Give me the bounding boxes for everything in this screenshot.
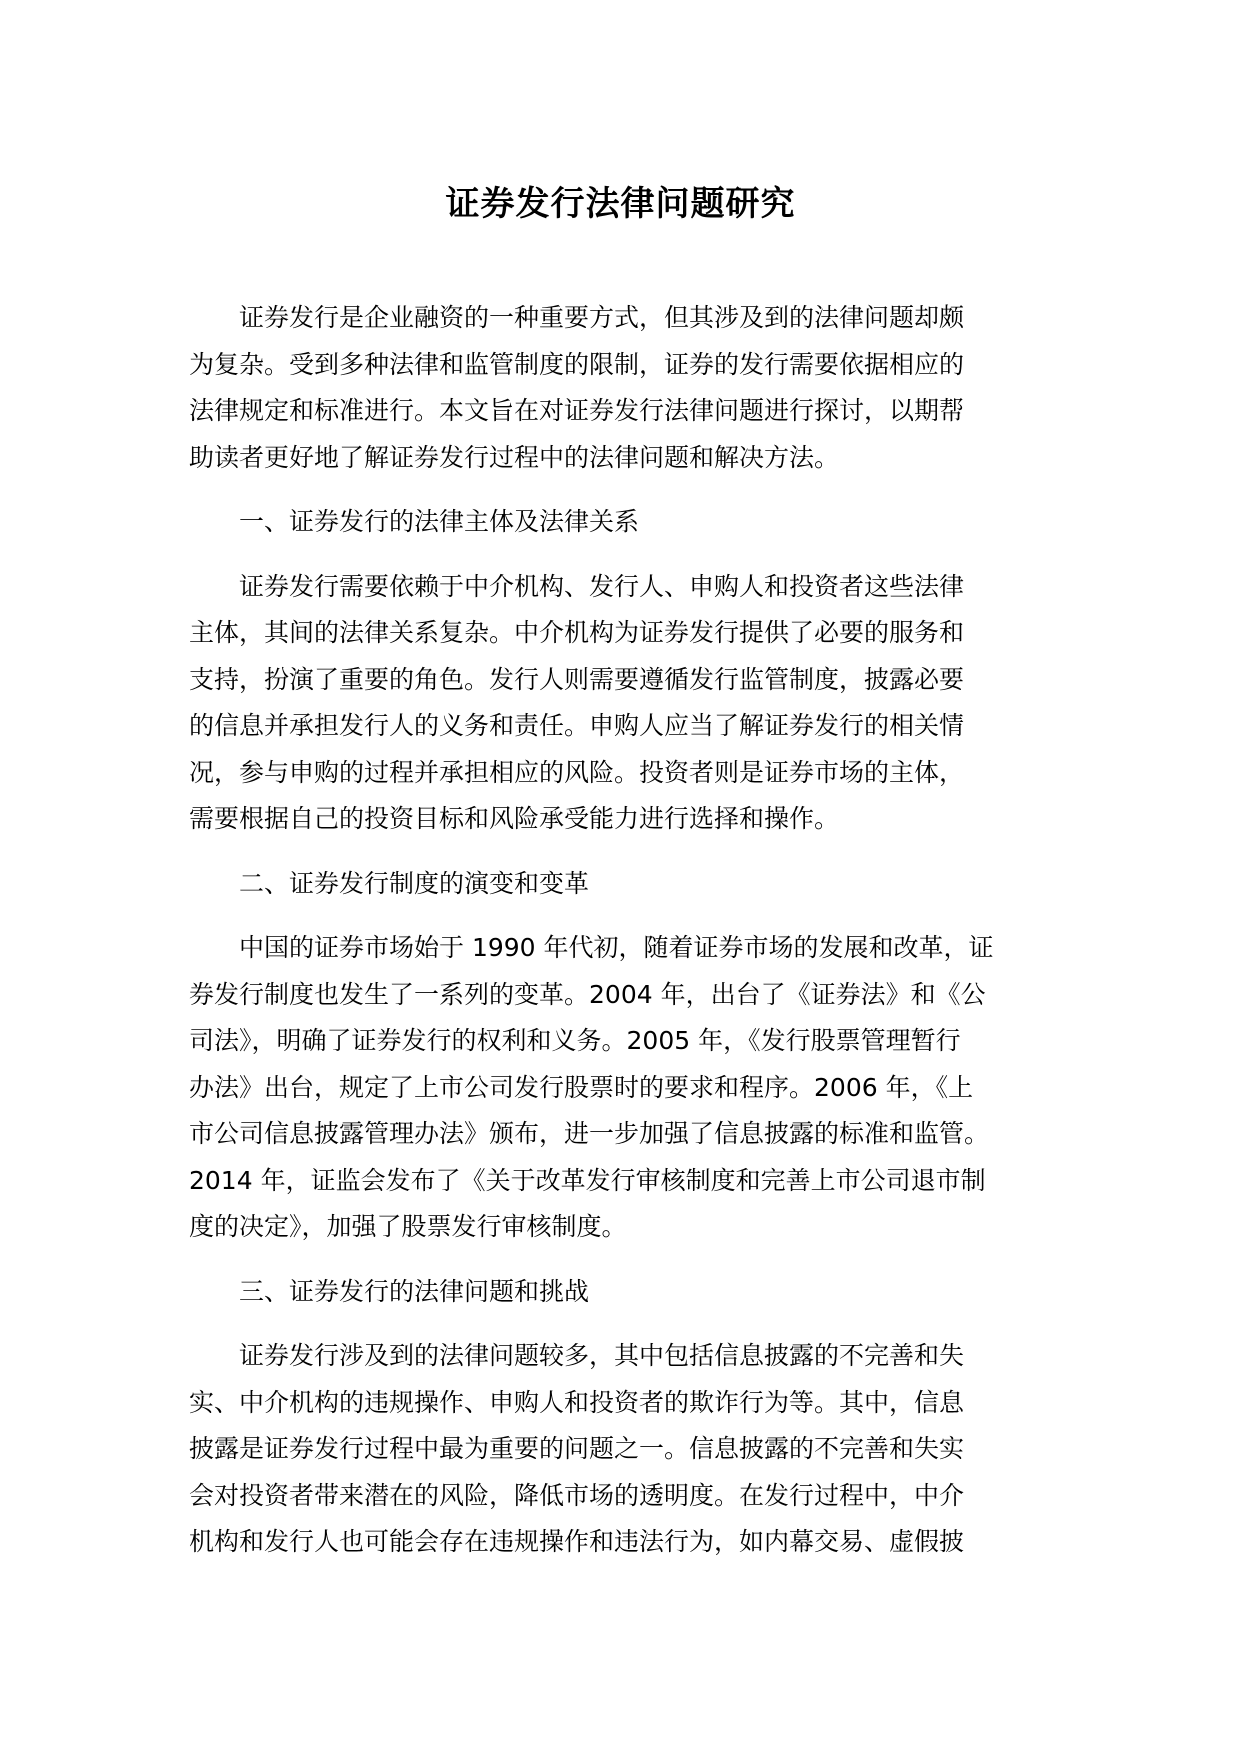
text-line: 证券发行是企业融资的一种重要方式，但其涉及到的法律问题却颇 xyxy=(239,303,965,332)
text-line: 办法》出台，规定了上市公司发行股票时的要求和程序。2006 年，《上 xyxy=(189,1072,974,1102)
paragraph xyxy=(189,295,1065,481)
text-line: 支持，扮演了重要的角色。发行人则需要遵循发行监管制度，披露必要 xyxy=(189,664,965,694)
text-line: 实、中介机构的违规操作、申购人和投资者的欺诈行为等。其中，信息 xyxy=(189,1387,965,1417)
paragraph xyxy=(189,564,1065,843)
text-line: 2014 年，证监会发布了《关于改革发行审核制度和完善上市公司退市制 xyxy=(189,1165,986,1195)
text-line: 机构和发行人也可能会存在违规操作和违法行为，如内幕交易、虚假披 xyxy=(189,1527,965,1556)
text-line: 为复杂。受到多种法律和监管制度的限制，证券的发行需要依据相应的 xyxy=(189,349,965,379)
text-line: 市公司信息披露管理办法》颁布，进一步加强了信息披露的标准和监管。 xyxy=(189,1119,990,1148)
text-line: 证券发行需要依赖于中介机构、发行人、申购人和投资者这些法律 xyxy=(239,571,965,601)
text-line: 会对投资者带来潜在的风险，降低市场的透明度。在发行过程中，中介 xyxy=(189,1480,965,1510)
text-line: 一、证券发行的法律主体及法律关系 xyxy=(239,507,640,536)
paragraph xyxy=(189,1333,1065,1566)
text-line: 度的决定》，加强了股票发行审核制度。 xyxy=(189,1212,627,1241)
text-line: 助读者更好地了解证券发行过程中的法律问题和解决方法。 xyxy=(189,442,840,472)
text-line: 证券发行涉及到的法律问题较多，其中包括信息披露的不完善和失 xyxy=(239,1341,965,1370)
text-line: 二、证券发行制度的演变和变革 xyxy=(239,868,590,898)
text-line: 司法》，明确了证券发行的权利和义务。2005 年，《发行股票管理暂行 xyxy=(189,1026,961,1055)
text-line: 券发行制度也发生了一系列的变革。2004 年，出台了《证券法》和《公 xyxy=(189,979,986,1009)
section-heading xyxy=(189,499,1065,546)
text-line: 的信息并承担发行人的义务和责任。申购人应当了解证券发行的相关情 xyxy=(189,711,965,740)
text-line: 况，参与申购的过程并承担相应的风险。投资者则是证券市场的主体， xyxy=(189,757,965,787)
text-line: 法律规定和标准进行。本文旨在对证券发行法律问题进行探讨，以期帮 xyxy=(189,396,965,425)
text-line: 披露是证券发行过程中最为重要的问题之一。信息披露的不完善和失实 xyxy=(189,1434,965,1463)
text-line: 需要根据自己的投资目标和风险承受能力进行选择和操作。 xyxy=(189,804,840,833)
text-line: 中国的证券市场始于 1990 年代初，随着证券市场的发展和改革，证 xyxy=(239,933,994,962)
paragraph xyxy=(189,925,1065,1251)
document-body xyxy=(189,295,1065,1584)
text-line: 三、证券发行的法律问题和挑战 xyxy=(239,1276,590,1306)
page-title: 证券发行法律问题研究 xyxy=(445,184,796,224)
section-heading xyxy=(189,861,1065,908)
section-heading xyxy=(189,1269,1065,1316)
text-line: 主体，其间的法律关系复杂。中介机构为证券发行提供了必要的服务和 xyxy=(189,618,965,647)
